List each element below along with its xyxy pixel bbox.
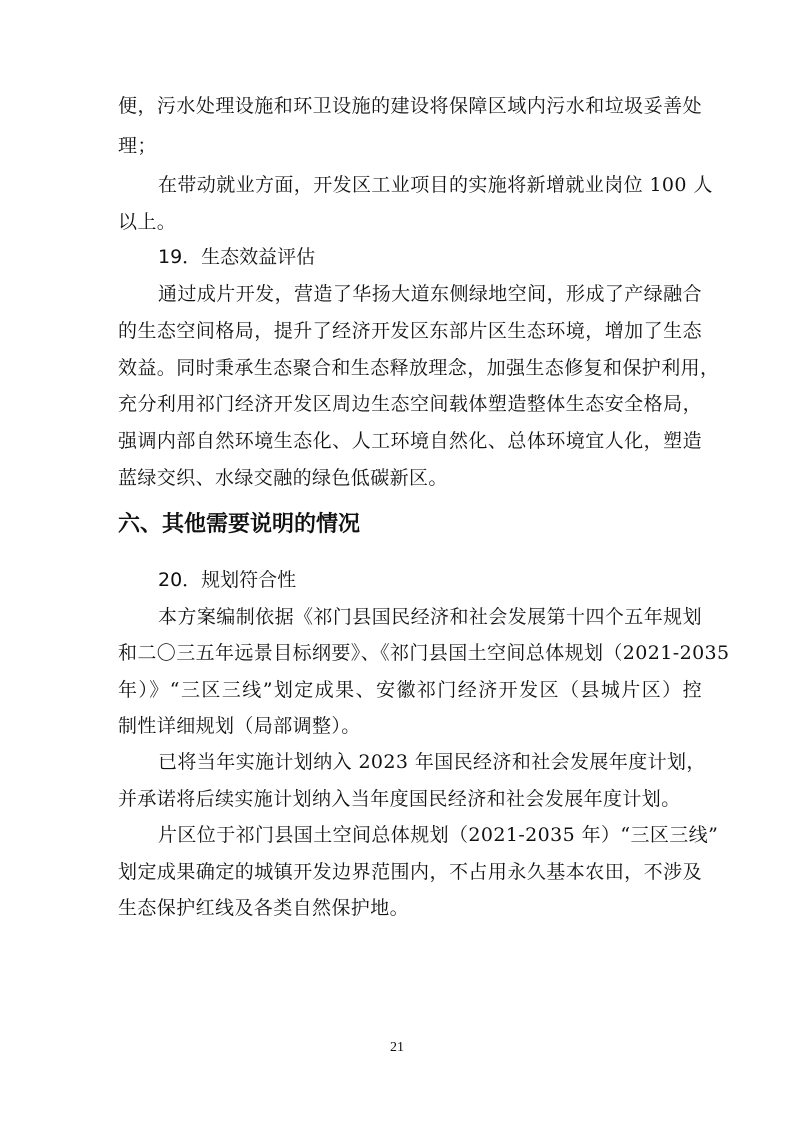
paragraph-line: 年）》“三区三线”划定成果、安徽祁门经济开发区（县城片区）控 (118, 679, 702, 701)
paragraph-line: 理； (118, 135, 157, 157)
paragraph-line: 已将当年实施计划纳入 2023 年国民经济和社会发展年度计划， (158, 751, 706, 773)
section-heading: 六、其他需要说明的情况 (118, 512, 361, 537)
paragraph-line: 通过成片开发，营造了华扬大道东侧绿地空间，形成了产绿融合 (158, 283, 702, 305)
paragraph-line: 效益。同时秉承生态聚合和生态释放理念，加强生态修复和保护利用， (118, 357, 720, 379)
paragraph-line: 充分利用祁门经济开发区周边生态空间载体塑造整体生态安全格局， (118, 393, 702, 415)
subsection-heading: 19．生态效益评估 (158, 246, 316, 268)
paragraph-line: 蓝绿交织、水绿交融的绿色低碳新区。 (118, 467, 448, 489)
paragraph-line: 的生态空间格局，提升了经济开发区东部片区生态环境，增加了生态 (118, 320, 702, 342)
page-number: 21 (390, 1040, 404, 1055)
subsection-heading: 20．规划符合性 (158, 569, 297, 591)
paragraph-line: 本方案编制依据《祁门县国民经济和社会发展第十四个五年规划 (158, 606, 702, 628)
paragraph-line: 生态保护红线及各类自然保护地。 (118, 897, 410, 919)
paragraph-line: 并承诺将后续实施计划纳入当年度国民经济和社会发展年度计划。 (118, 788, 681, 810)
paragraph-line: 以上。 (118, 211, 177, 233)
paragraph-line: 制性详细规划（局部调整）。 (118, 715, 361, 737)
paragraph-line: 强调内部自然环境生态化、人工环境自然化、总体环境宜人化，塑造 (118, 430, 702, 452)
paragraph-line: 在带动就业方面，开发区工业项目的实施将新增就业岗位 100 人 (158, 174, 713, 196)
paragraph-line: 划定成果确定的城镇开发边界范围内，不占用永久基本农田，不涉及 (118, 861, 702, 883)
paragraph-line: 和二〇三五年远景目标纲要》、《祁门县国土空间总体规划（2021-2035 (118, 642, 730, 664)
paragraph-line: 便，污水处理设施和环卫设施的建设将保障区域内污水和垃圾妥善处 (118, 95, 702, 117)
paragraph-line: 片区位于祁门县国土空间总体规划（2021-2035 年）“三区三线” (158, 824, 719, 846)
